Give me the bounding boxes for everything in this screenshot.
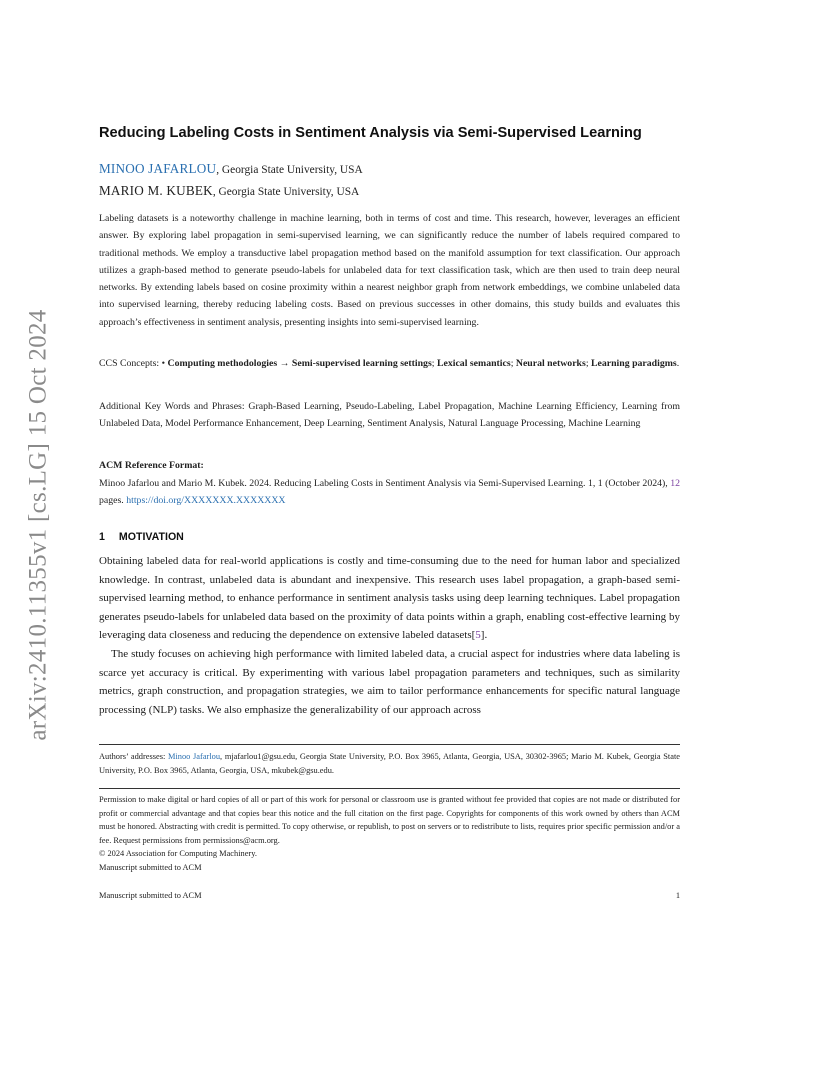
section-number: 1 [99,531,105,543]
copyright-line: © 2024 Association for Computing Machinery. [99,849,257,859]
authors-addresses-rest: , mjafarlou1@gsu.edu, Georgia State University, P.O. Box 3965, Atlanta, Georgia, USA, 30302-3965; Mario M. Kubek, Georgia State University, P.O. Box 3965, Atlanta, Georgia, USA, mkubek@gsu.edu. [99,752,680,775]
reference-heading: ACM Reference Format: [99,460,204,471]
citation-link[interactable]: 5 [475,629,481,642]
arxiv-stamp-text: arXiv:2410.11355v1 [cs.LG] 15 Oct 2024 [25,309,52,741]
authors-addresses-prefix: Authors’ addresses: [99,752,168,761]
author-1-affiliation: , Georgia State University, USA [216,164,363,176]
author-2-name: MARIO M. KUBEK [99,183,213,198]
reference-format [99,476,680,510]
paragraph-1 [99,552,680,645]
reference-pages-link[interactable]: 12 [670,478,680,489]
footnote-divider [99,744,680,745]
ccs-term-lexical-semantics: Lexical semantics [436,358,511,369]
page-footer [99,891,680,900]
citation-bracket: ]. [480,629,488,642]
ccs-bullet: • [161,358,168,369]
author-2 [99,183,359,199]
ccs-label: CCS Concepts: [99,358,162,369]
ccs-term-computing-methodologies: Computing methodologies [167,358,278,369]
citation-bracket: [ [471,629,476,642]
author-2-affiliation: , Georgia State University, USA [212,186,360,198]
author-address-link[interactable]: Minoo Jafarlou [168,752,221,761]
doi-link[interactable]: https://doi.org/XXXXXXX.XXXXXXX [126,494,286,506]
ccs-concepts [99,355,680,372]
section-heading [99,531,184,543]
abstract: Labeling datasets is a noteworthy challenge in machine learning, both in terms of cost and time. This research, however, leverages an efficient answer. By exploring label propagation in semi-supervised learning, we can significantly reduce the number of labels required compared to traditional methods. We employ a transductive label propagation method based on the manifold assumption for text classification. Our approach utilizes a graph-based method to generate pseudo-labels for unlabeled data for text classification task, which are then used to train deep neural networks. By extending labels based on cosine proximity within a nearest neighbor graph from network embeddings, we combine unlabeled data into supervised learning, thereby reducing labeling costs. Based on previous successes in other domains, this study builds and evaluates this approach’s effectiveness in sentiment analysis, presenting insights into semi-supervised learning. [99,213,680,328]
paper-title: Reducing Labeling Costs in Sentiment Analysis via Semi-Supervised Learning [99,125,642,141]
section-title: MOTIVATION [118,531,184,543]
authors-addresses [99,750,680,777]
author-1-name[interactable]: MINOO JAFARLOU [99,161,217,176]
arxiv-stamp [22,290,56,760]
ccs-term-learning-paradigms: Learning paradigms [590,358,677,369]
permission-notice [99,793,680,875]
ccs-separator: ; [585,358,591,369]
ccs-separator: ; [510,358,516,369]
ccs-end: . [676,358,680,369]
reference-text: Minoo Jafarlou and Mario M. Kubek. 2024. Reducing Labeling Costs in Sentiment Analysis via Semi-Supervised Learning. 1, 1 (October 2024), [99,478,671,489]
paragraph-2: The study focuses on achieving high performance with limited labeled data, a crucial aspect for industries where data labeling is scarce yet accuracy is critical. By experimenting with various label propagation parameters and techniques, such as similarity metrics, graph construction, and propagation strategies, we aim to tailor performance enhancements for specific natural language processing (NLP) tasks. We also emphasize the generalizability of our approach across [99,647,680,716]
reference-pages-word: pages. [99,494,127,506]
manuscript-note: Manuscript submitted to ACM [99,862,202,872]
ccs-term-semi-supervised: Semi-supervised learning settings [291,358,432,369]
author-1 [99,161,363,177]
ccs-separator: ; [431,358,437,369]
ccs-term-neural-networks: Neural networks [515,358,586,369]
paragraph-1-text: Obtaining labeled data for real-world applications is costly and time-consuming due to the need for human labor and specialized knowledge. In contrast, unlabeled data is abundant and inexpensive. This research uses label propagation, a graph-based semi-supervised learning method, to enhance performance in sentiment analysis tasks using deep learning techniques. Label propagation generates pseudo-labels for unlabeled data based on the proximity of data points within a graph, enabling cost-effective learning by leveraging data closeness and reducing the dependence on extensive labeled datasets [99,555,680,642]
permission-divider [99,788,680,789]
keywords: Additional Key Words and Phrases: Graph-Based Learning, Pseudo-Labeling, Label Propagation, Machine Learning Efficiency, Learning from Unlabeled Data, Model Performance Enhancement, Deep Learning, Sentiment Analysis, Natural Language Processing, Machine Learning [99,401,680,429]
page-number: 1 [675,891,680,900]
ccs-arrow: → [277,358,292,369]
footer-left: Manuscript submitted to ACM [99,891,202,900]
section-body [99,552,680,719]
permission-text: Permission to make digital or hard copies of all or part of this work for personal or classroom use is granted without fee provided that copies are not made or distributed for profit or commercial advantage and that copies bear this notice and the full citation on the first page. Copyrights for components of this work owned by others than ACM must be honored. Abstracting with credit is permitted. To copy otherwise, or republish, to post on servers or to redistribute to lists, requires prior specific permission and/or a fee. Request permissions from permissions@acm.org. [99,795,680,845]
